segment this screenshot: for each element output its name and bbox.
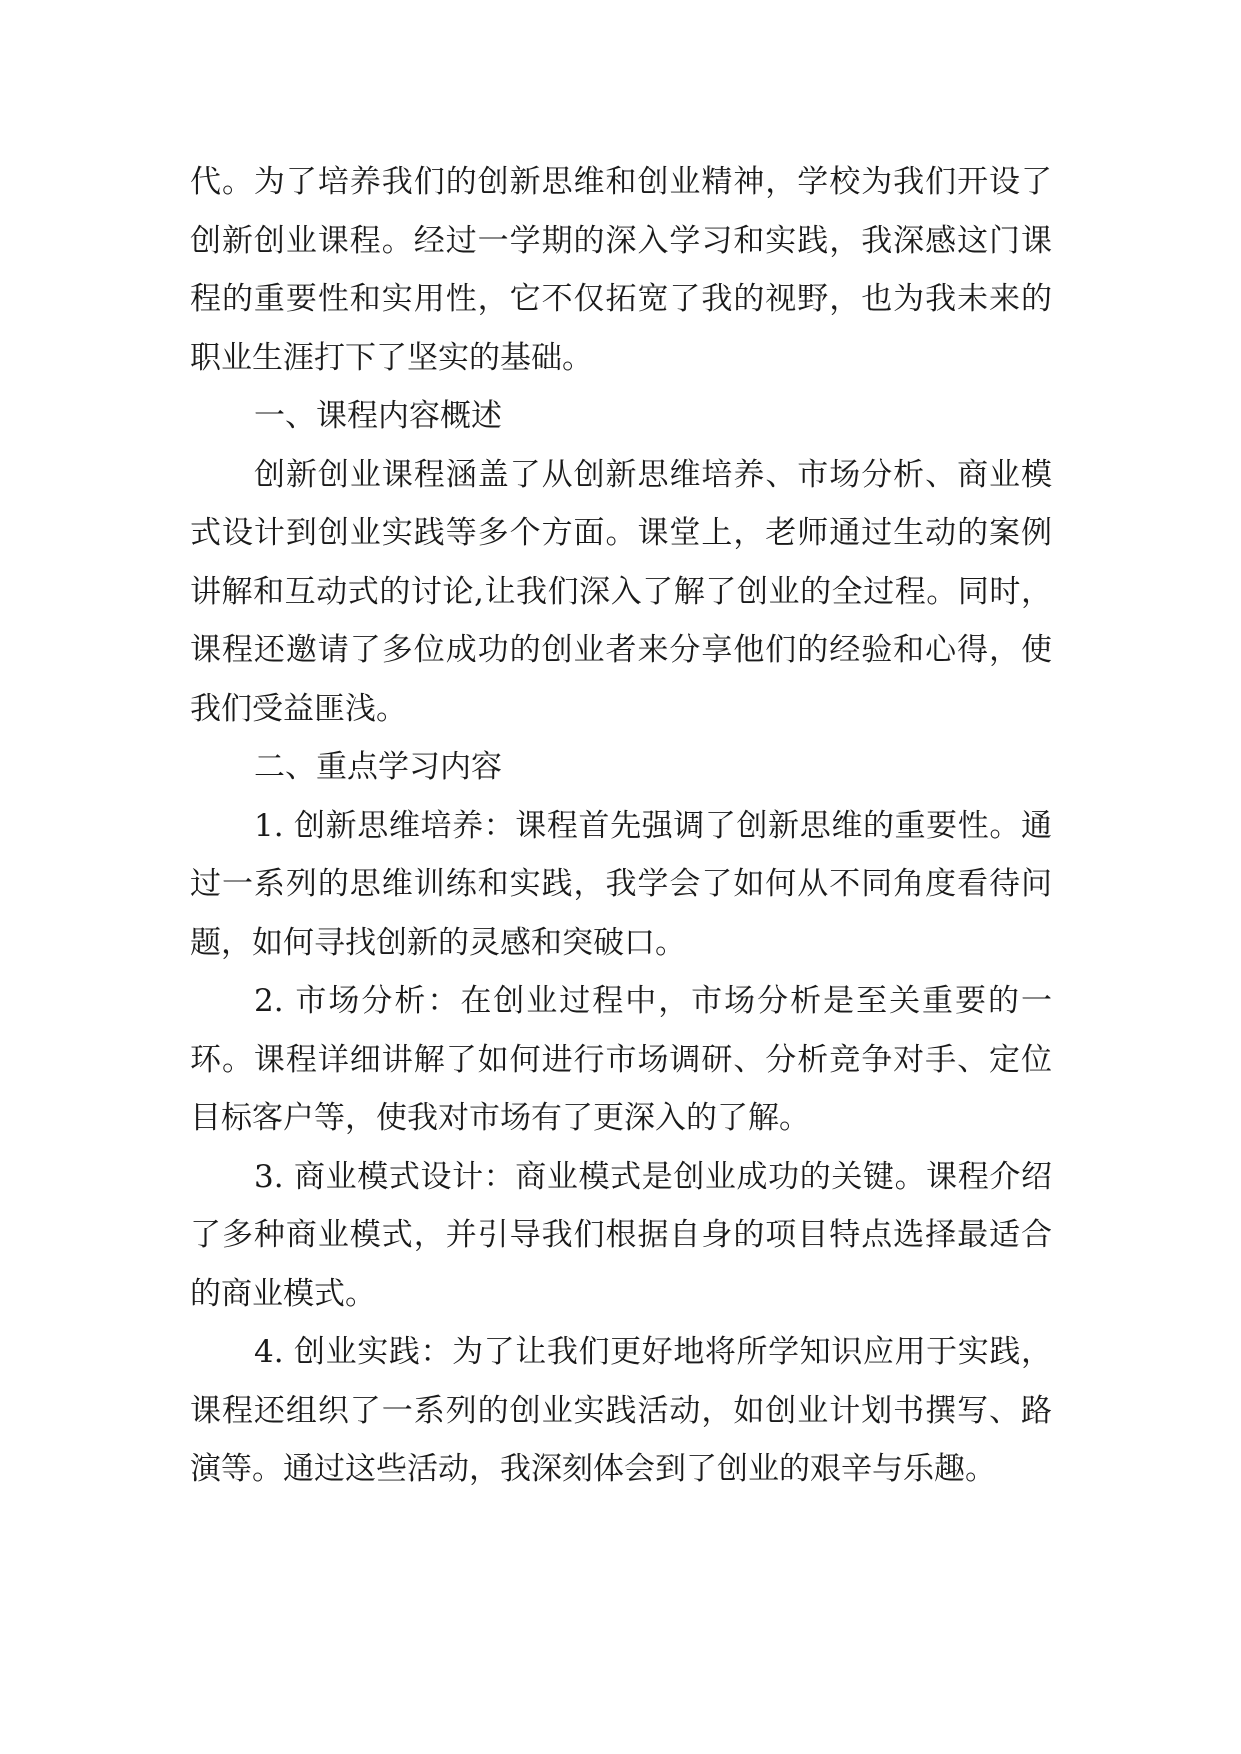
list-item-market-analysis: 2. 市场分析：在创业过程中，市场分析是至关重要的一环。课程详细讲解了如何进行市场调研、分析竞争对手、定位目标客户等，使我对市场有了更深入的了解。 — [190, 983, 1052, 1136]
section-heading-course-overview: 一、课程内容概述 — [254, 398, 502, 434]
paragraph-intro-continued: 代。为了培养我们的创新思维和创业精神，学校为我们开设了创新创业课程。经过一学期的深入学习和实践，我深感这门课程的重要性和实用性，它不仅拓宽了我的视野，也为我未来的职业生涯打下了坚实的基础。 — [190, 164, 1052, 376]
document-body — [190, 153, 1052, 1499]
section-heading-key-learning: 二、重点学习内容 — [254, 749, 502, 785]
list-item-entrepreneurship-practice: 4. 创业实践：为了让我们更好地将所学知识应用于实践，课程还组织了一系列的创业实践活动，如创业计划书撰写、路演等。通过这些活动，我深刻体会到了创业的艰辛与乐趣。 — [190, 1334, 1052, 1487]
list-item-innovation-thinking: 1. 创新思维培养：课程首先强调了创新思维的重要性。通过一系列的思维训练和实践，我学会了如何从不同角度看待问题，如何寻找创新的灵感和突破口。 — [190, 807, 1052, 961]
list-item-business-model: 3. 商业模式设计：商业模式是创业成功的关键。课程介绍了多种商业模式，并引导我们根据自身的项目特点选择最适合的商业模式。 — [190, 1158, 1052, 1312]
paragraph-course-overview: 创新创业课程涵盖了从创新思维培养、市场分析、商业模式设计到创业实践等多个方面。课堂上，老师通过生动的案例讲解和互动式的讨论,让我们深入了解了创业的全过程。同时，课程还邀请了多位成功的创业者来分享他们的经验和心得，使我们受益匪浅。 — [190, 456, 1052, 727]
